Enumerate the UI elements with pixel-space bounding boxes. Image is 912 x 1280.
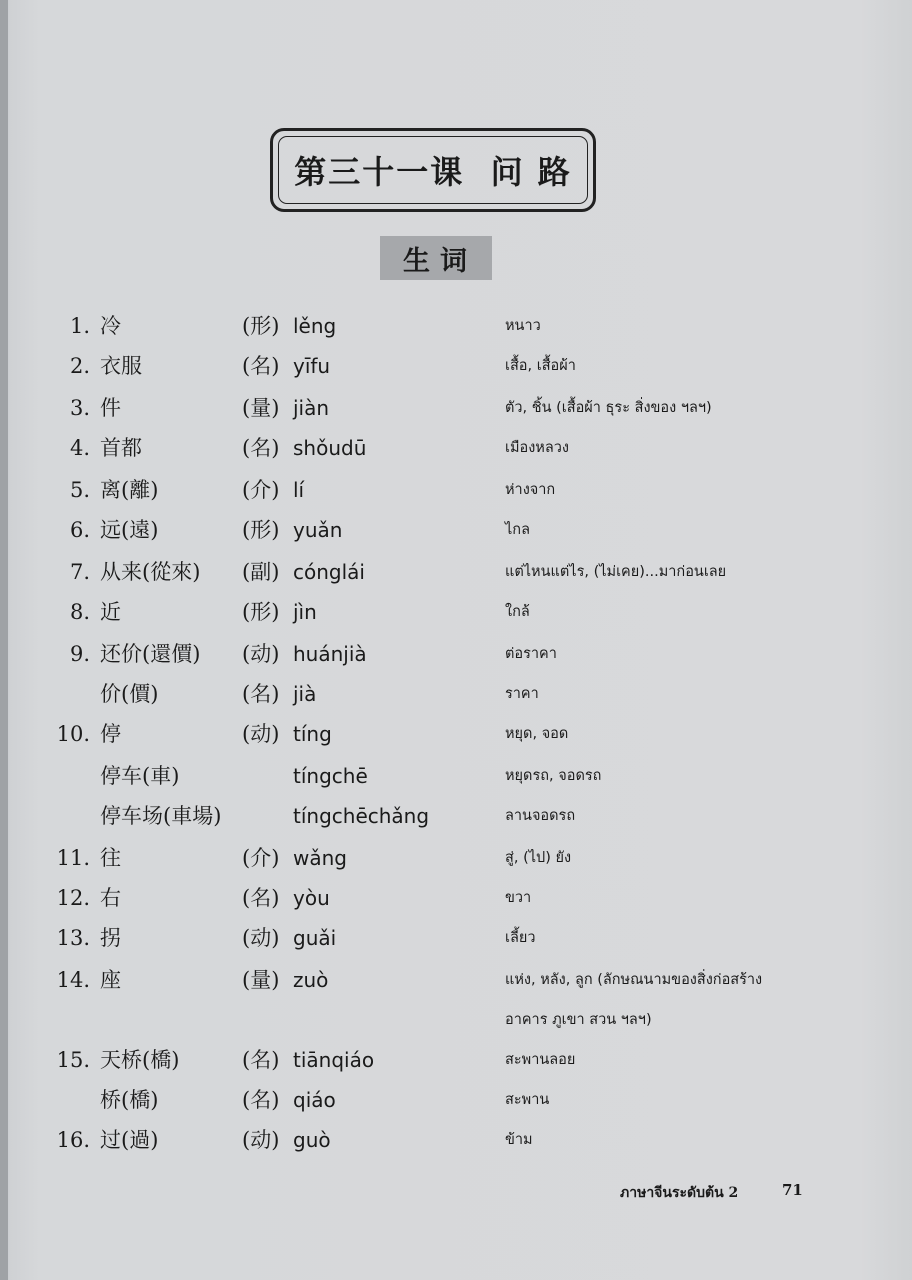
vocab-entry	[0, 960, 912, 1000]
entry-pinyin: lěng	[293, 314, 337, 338]
vocab-entry	[0, 346, 912, 386]
entry-number: 3.	[69, 396, 90, 420]
entry-hanzi: 衣服	[100, 354, 142, 378]
vocab-entry	[0, 918, 912, 958]
entry-pinyin: wǎng	[293, 846, 347, 870]
entry-number: 8.	[69, 600, 90, 624]
entry-part-of-speech: (动)	[242, 722, 280, 746]
entry-number: 1.	[69, 314, 90, 338]
entry-hanzi: 停车(車)	[100, 764, 180, 788]
entry-hanzi: 冷	[100, 314, 121, 338]
vocab-entry	[0, 634, 912, 674]
entry-thai-meaning: ข้าม	[505, 1132, 533, 1148]
book-title: ภาษาจีนระดับต้น 2	[620, 1185, 739, 1201]
entry-hanzi: 首都	[100, 436, 142, 460]
vocab-entry	[0, 674, 912, 714]
entry-part-of-speech: (副)	[242, 560, 280, 584]
entry-pinyin: shǒudū	[293, 436, 367, 460]
vocab-entry	[0, 796, 912, 836]
entry-thai-meaning: หนาว	[505, 318, 541, 334]
entry-hanzi: 天桥(橋)	[100, 1048, 180, 1072]
entry-pinyin: qiáo	[293, 1088, 336, 1112]
entry-hanzi: 件	[100, 396, 121, 420]
section-heading: 生词	[380, 236, 492, 280]
entry-hanzi: 还价(還價)	[100, 642, 201, 666]
entry-thai-meaning: หยุด, จอด	[505, 726, 569, 742]
entry-thai-meaning: ห่างจาก	[505, 482, 556, 498]
entry-part-of-speech: (名)	[242, 436, 280, 460]
entry-hanzi: 远(遠)	[100, 518, 159, 542]
entry-pinyin: jìn	[293, 600, 317, 624]
entry-14-thai-continuation: อาคาร ภูเขา สวน ฯลฯ)	[505, 1012, 652, 1028]
entry-number: 12.	[56, 886, 90, 910]
entry-thai-meaning: หยุดรถ, จอดรถ	[505, 768, 602, 784]
entry-thai-meaning: ใกล้	[505, 604, 530, 620]
entry-number: 4.	[69, 436, 90, 460]
vocab-entry	[0, 592, 912, 632]
lesson-title: 第三十一课 问 路	[294, 153, 572, 191]
entry-pinyin: tiānqiáo	[293, 1048, 375, 1072]
entry-part-of-speech: (动)	[242, 1128, 280, 1152]
vocab-entry	[0, 428, 912, 468]
entry-thai-meaning: เมืองหลวง	[505, 440, 569, 456]
entry-thai-meaning: สู่, (ไป) ยัง	[505, 850, 572, 866]
vocab-entry	[0, 1080, 912, 1120]
entry-hanzi: 价(價)	[100, 682, 159, 706]
vocab-entry	[0, 552, 912, 592]
entry-hanzi: 从来(從來)	[100, 560, 201, 584]
entry-pinyin: tíng	[293, 722, 332, 746]
page-number: 71	[782, 1181, 803, 1199]
entry-thai-meaning: เลี้ยว	[505, 930, 536, 946]
entry-part-of-speech: (介)	[242, 846, 280, 870]
entry-part-of-speech: (形)	[242, 314, 280, 338]
entry-pinyin: huánjià	[293, 642, 367, 666]
vocab-entry	[0, 714, 912, 754]
entry-pinyin: tíngchē	[293, 764, 368, 788]
entry-pinyin: zuò	[293, 968, 329, 992]
vocab-entry	[0, 306, 912, 346]
entry-part-of-speech: (量)	[242, 396, 280, 420]
vocab-entry	[0, 470, 912, 510]
entry-number: 10.	[56, 722, 90, 746]
entry-thai-meaning: สะพาน	[505, 1092, 550, 1108]
entry-number: 5.	[69, 478, 90, 502]
entry-part-of-speech: (名)	[242, 1048, 280, 1072]
entry-pinyin: guǎi	[293, 926, 337, 950]
entry-hanzi: 近	[100, 600, 121, 624]
entry-hanzi: 停	[100, 722, 121, 746]
entry-number: 6.	[69, 518, 90, 542]
entry-part-of-speech: (名)	[242, 886, 280, 910]
entry-pinyin: lí	[293, 478, 305, 502]
vocab-entry	[0, 838, 912, 878]
entry-thai-meaning: แต่ไหนแต่ไร, (ไม่เคย)...มาก่อนเลย	[505, 564, 727, 580]
entry-pinyin: yuǎn	[293, 518, 343, 542]
vocab-entry	[0, 1120, 912, 1160]
entry-number: 11.	[56, 846, 90, 870]
entry-part-of-speech: (介)	[242, 478, 280, 502]
entry-pinyin: yòu	[293, 886, 330, 910]
entry-pinyin: tíngchēchǎng	[293, 804, 430, 828]
vocab-entry	[0, 388, 912, 428]
vocab-entry	[0, 1040, 912, 1080]
entry-hanzi: 座	[100, 968, 121, 992]
entry-thai-meaning: ขวา	[505, 890, 532, 906]
entry-pinyin: jiàn	[293, 396, 330, 420]
entry-part-of-speech: (形)	[242, 600, 280, 624]
entry-hanzi: 离(離)	[100, 478, 159, 502]
entry-part-of-speech: (形)	[242, 518, 280, 542]
entry-part-of-speech: (名)	[242, 354, 280, 378]
entry-thai-meaning: ไกล	[505, 522, 530, 538]
vocab-entry	[0, 756, 912, 796]
entry-number: 15.	[56, 1048, 90, 1072]
entry-thai-meaning: เสื้อ, เสื้อผ้า	[505, 358, 576, 374]
entry-number: 7.	[69, 560, 90, 584]
page-footer	[620, 1181, 803, 1204]
entry-number: 16.	[56, 1128, 90, 1152]
entry-part-of-speech: (动)	[242, 642, 280, 666]
entry-thai-meaning: ต่อราคา	[505, 646, 557, 662]
entry-part-of-speech: (量)	[242, 968, 280, 992]
entry-number: 13.	[56, 926, 90, 950]
entry-part-of-speech: (名)	[242, 682, 280, 706]
vocab-entry	[0, 878, 912, 918]
entry-thai-meaning: ราคา	[505, 686, 539, 702]
entry-number: 2.	[69, 354, 90, 378]
entry-thai-meaning: สะพานลอย	[505, 1052, 576, 1068]
entry-part-of-speech: (名)	[242, 1088, 280, 1112]
entry-hanzi: 过(過)	[100, 1128, 159, 1152]
entry-pinyin: cónglái	[293, 560, 365, 584]
entry-pinyin: jià	[293, 682, 317, 706]
entry-pinyin: yīfu	[293, 354, 331, 378]
entry-hanzi: 停车场(車場)	[100, 804, 222, 828]
entry-thai-meaning: ตัว, ชิ้น (เสื้อผ้า ธุระ สิ่งของ ฯลฯ)	[505, 400, 712, 416]
entry-hanzi: 桥(橋)	[100, 1088, 159, 1112]
entry-part-of-speech: (动)	[242, 926, 280, 950]
entry-pinyin: guò	[293, 1128, 331, 1152]
entry-hanzi: 右	[100, 886, 121, 910]
entry-thai-meaning: ลานจอดรถ	[505, 808, 576, 824]
entry-hanzi: 拐	[100, 926, 121, 950]
entry-number: 14.	[56, 968, 90, 992]
vocab-entry	[0, 510, 912, 550]
entry-number: 9.	[69, 642, 90, 666]
entry-hanzi: 往	[100, 846, 121, 870]
entry-thai-meaning: แห่ง, หลัง, ลูก (ลักษณนามของสิ่งก่อสร้าง	[505, 972, 763, 988]
